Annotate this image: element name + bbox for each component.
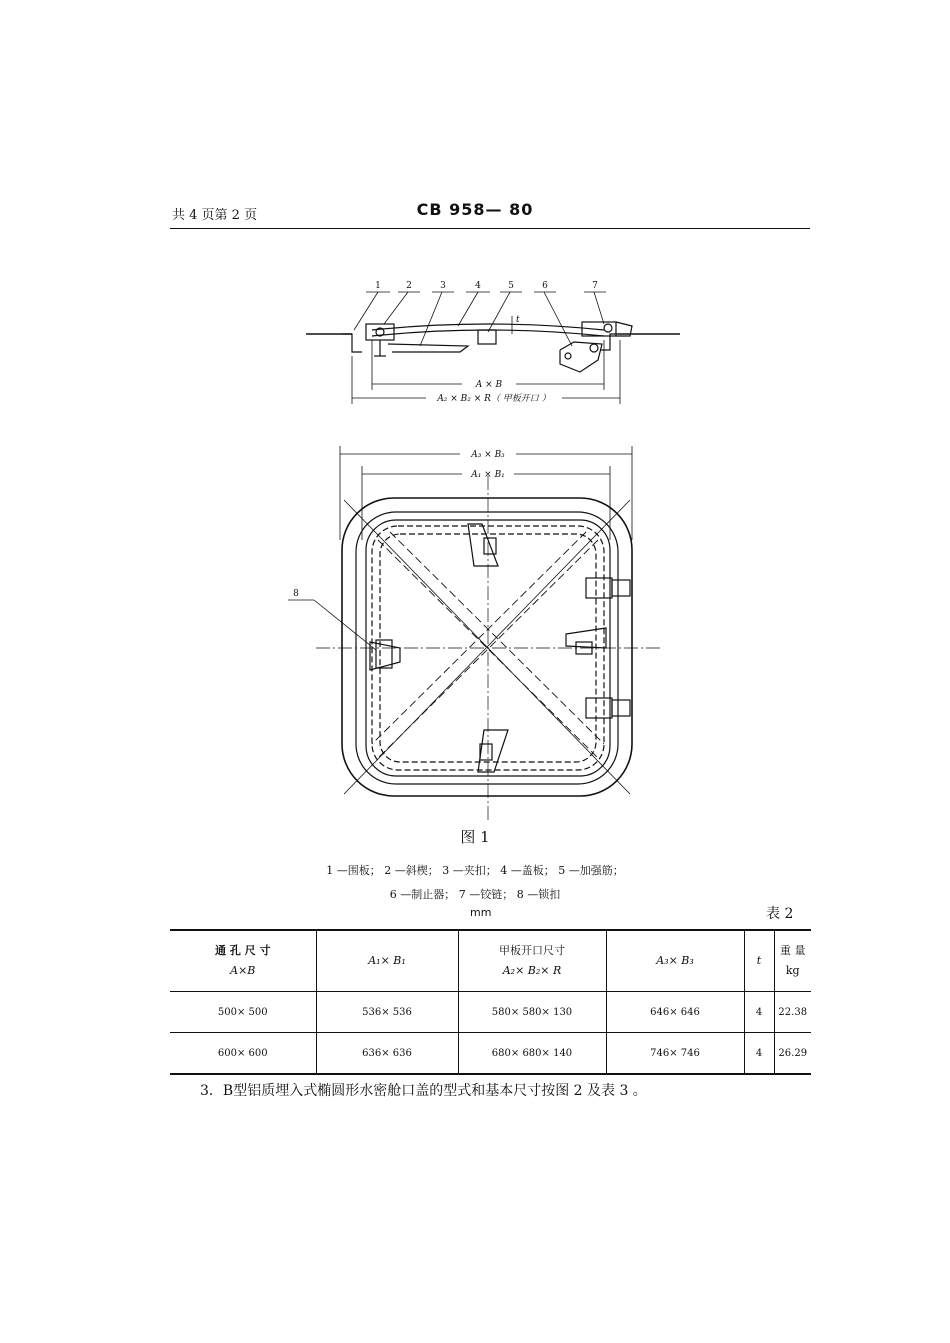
part-number-4: 4 (475, 281, 481, 291)
cell-a1xb1: 536× 536 (316, 992, 458, 1033)
header-weight-title: 重 量 (780, 944, 806, 957)
cell-deck-opening: 580× 580× 130 (458, 992, 606, 1033)
header-deck-opening-symbol: A₂× B₂× R (502, 964, 562, 977)
cell-weight: 22.38 (774, 992, 811, 1033)
dim-a3xb3: A₃ × B₃ (471, 450, 505, 460)
cell-weight: 26.29 (774, 1033, 811, 1075)
part-number-2: 2 (406, 281, 412, 291)
table-unit: mm (470, 906, 492, 919)
header-thickness: t (744, 930, 774, 992)
header-deck-opening-title: 甲板开口尺寸 (499, 944, 565, 957)
header-deck-opening (458, 930, 606, 992)
part-number-7: 7 (592, 281, 598, 291)
cell-through-hole: 600× 600 (170, 1033, 316, 1075)
header-through-hole-symbol: A×B (230, 964, 256, 977)
page-info: 共 4 页第 2 页 (172, 208, 258, 223)
header-a1xb1: A₁× B₁ (316, 930, 458, 992)
cell-deck-opening: 680× 680× 140 (458, 1033, 606, 1075)
cell-thickness: 4 (744, 1033, 774, 1075)
figure-legend-line1: 1 —围板； 2 —斜楔； 3 —夹扣； 4 —盖板； 5 —加强筋； (326, 864, 624, 877)
header-a3xb3: A₃× B₃ (606, 930, 744, 992)
table-row (170, 992, 811, 1033)
cell-through-hole: 500× 500 (170, 992, 316, 1033)
part-number-5: 5 (508, 281, 514, 291)
cell-a3xb3: 746× 746 (606, 1033, 744, 1075)
part-number-3: 3 (440, 281, 446, 291)
figure-legend-line2: 6 —制止器； 7 —铰链； 8 —锁扣 (389, 888, 561, 901)
part-number-1: 1 (375, 281, 381, 291)
table-label: 表 2 (766, 906, 794, 922)
cell-a3xb3: 646× 646 (606, 992, 744, 1033)
part-number-8: 8 (293, 589, 299, 599)
table-header-row (170, 930, 811, 992)
dimension-table (170, 929, 811, 1075)
figure-title: 图 1 (460, 828, 490, 846)
table-row (170, 1033, 811, 1075)
header-through-hole-title: 通 孔 尺 寸 (215, 944, 271, 957)
header-weight-unit: kg (785, 964, 800, 977)
header-through-hole (170, 930, 316, 992)
dim-deck-opening: A₂ × B₂ × R（ 甲板开口 ） (437, 394, 551, 404)
dim-a1xb1: A₁ × B₁ (471, 470, 505, 480)
cell-a1xb1: 636× 636 (316, 1033, 458, 1075)
dim-axb: A × B (475, 380, 503, 390)
section-note: 3．B型铝质埋入式椭圆形水密舱口盖的型式和基本尺寸按图 2 及表 3 。 (200, 1083, 647, 1099)
thickness-label: t (516, 315, 520, 325)
part-number-6: 6 (542, 281, 548, 291)
standard-code: CB 958— 80 (416, 200, 534, 219)
cell-thickness: 4 (744, 992, 774, 1033)
header-weight (774, 930, 811, 992)
